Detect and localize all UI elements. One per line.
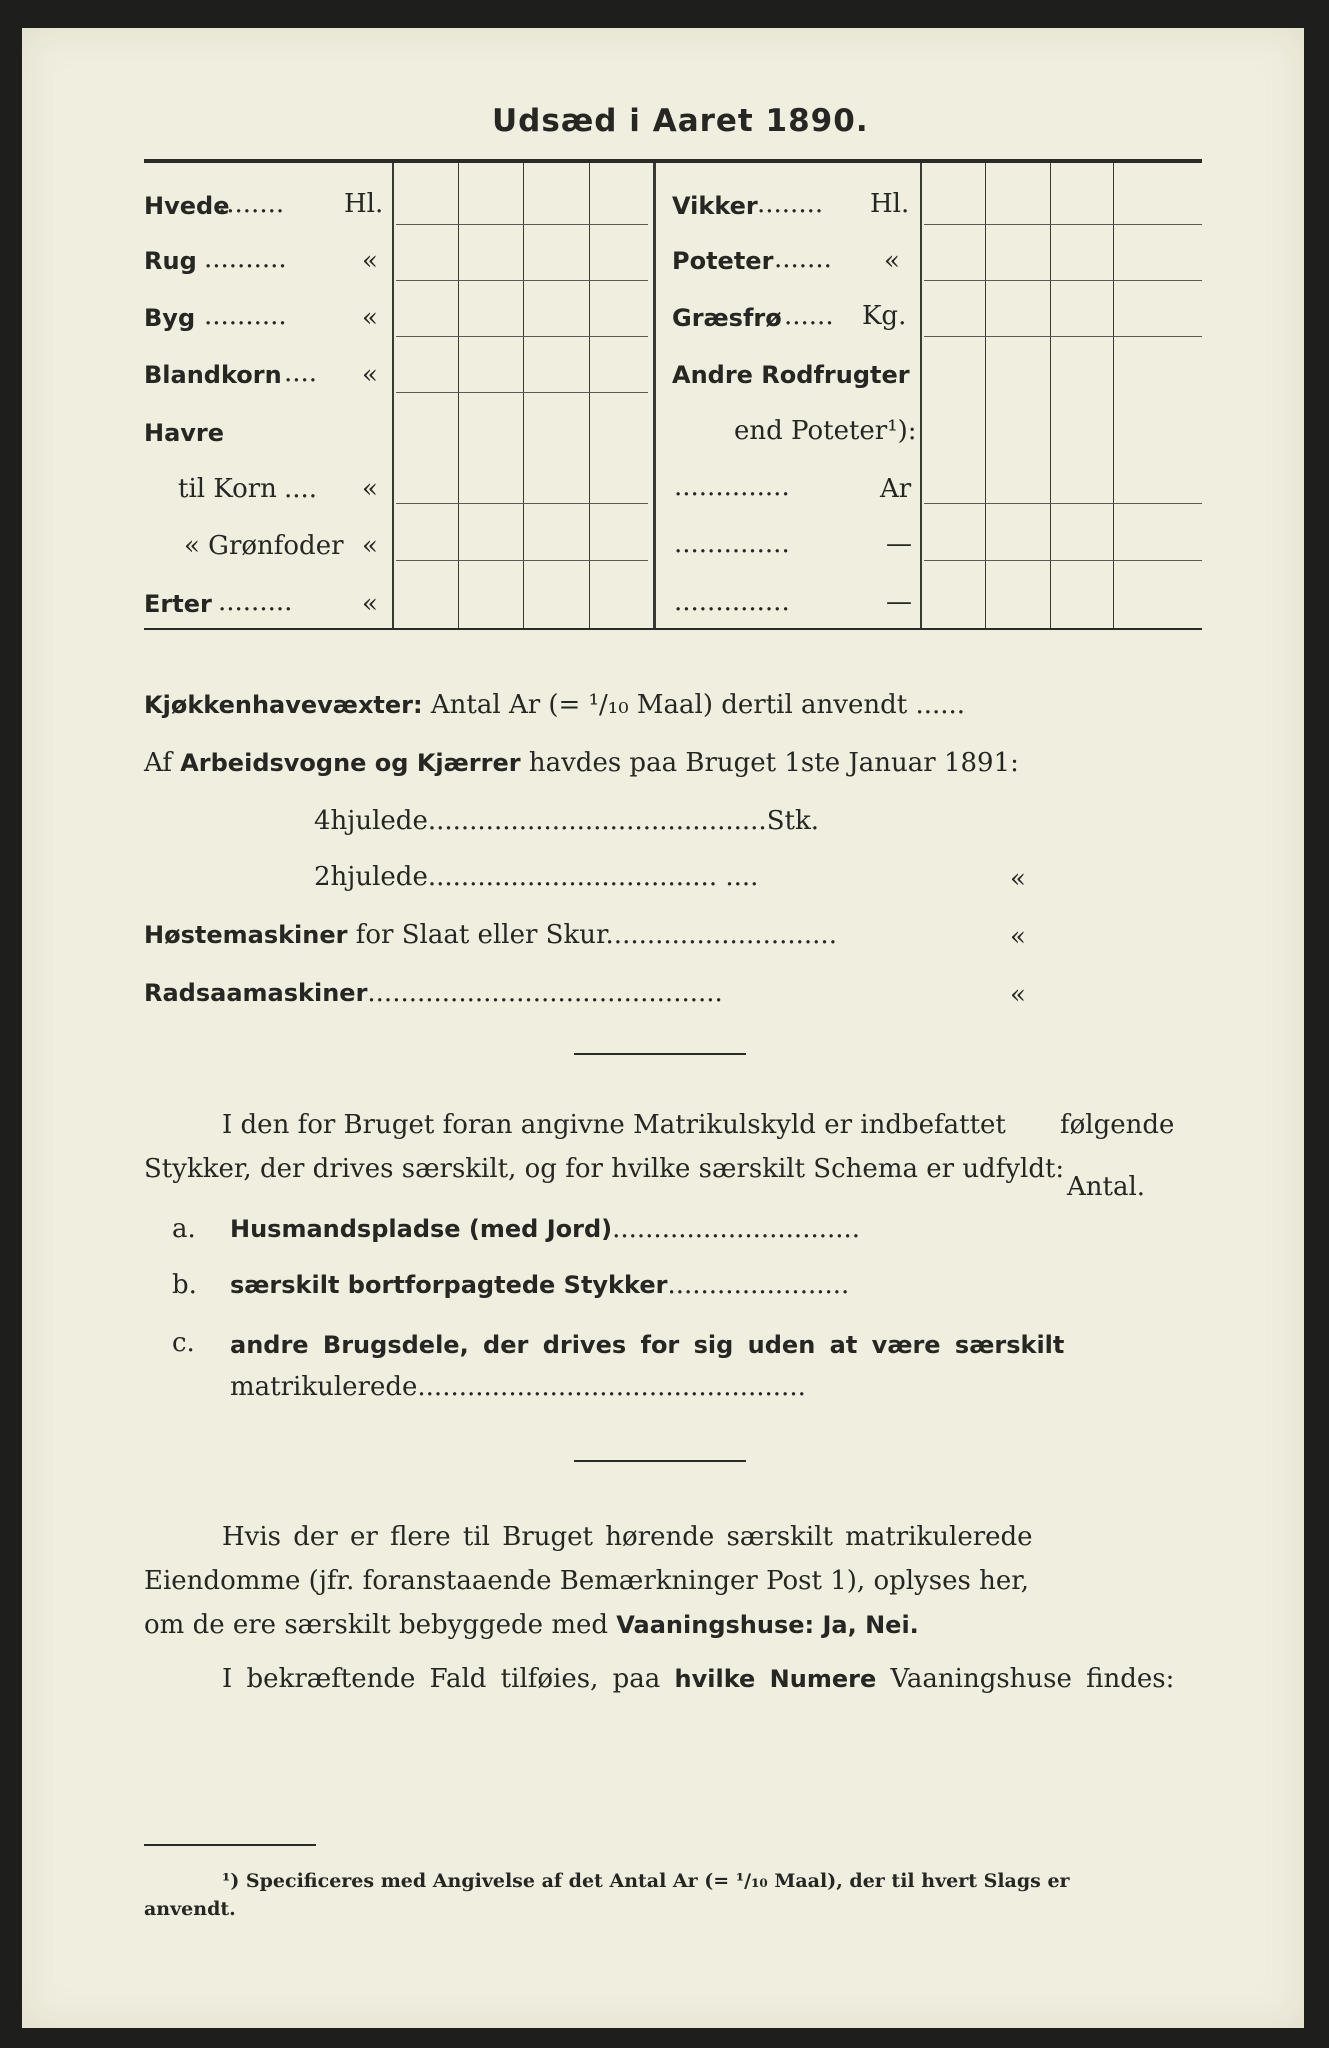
row-vikker-dots: ........: [757, 189, 824, 219]
kjokken-text: Antal Ar (= ¹/₁₀ Maal) dertil anvendt ......: [430, 690, 966, 720]
hjulede2-line: [314, 862, 758, 892]
antal-heading: Antal.: [1067, 1172, 1146, 1202]
hvis-line1: Hvis der er flere til Bruget hørende særskilt matrikulerede: [222, 1522, 1033, 1552]
radsaa-dots: ...........................................: [367, 978, 723, 1008]
hjulede2-dots: ................................... ....: [427, 862, 759, 892]
row-blank1-dots: ..............: [674, 529, 790, 559]
col-line: [458, 163, 459, 628]
row-erter-unit: «: [362, 589, 378, 619]
vogne-bold: Arbeidsvogne og Kjærrer: [180, 749, 521, 777]
hvis-line4-post: Vaaningshuse findes:: [890, 1664, 1175, 1694]
divider: [574, 1053, 746, 1055]
row-graesfro-unit: Kg.: [862, 301, 907, 331]
radsaa-unit: «: [1010, 980, 1026, 1010]
row-rug-unit: «: [362, 246, 378, 276]
col-line: [920, 163, 922, 628]
hjulede4-dots: .........................................: [427, 806, 767, 836]
row-ar-unit: Ar: [880, 474, 912, 504]
row-byg-label: Byg: [144, 304, 196, 332]
item-a-dots: ..............................: [612, 1214, 861, 1244]
item-c-text: andre Brugsdele, der drives for sig uden at være særskilt: [230, 1331, 1065, 1359]
table-top-rule: [144, 159, 1202, 163]
col-line: [1113, 163, 1114, 628]
hoste-dots: ............................: [605, 920, 837, 950]
hjulede4-label: 4hjulede: [314, 806, 428, 836]
row-byg-dots: ..........: [204, 301, 287, 331]
row-rug-label: Rug: [144, 247, 197, 275]
row-poteter-label: Poteter: [672, 247, 774, 275]
radsaa-bold: Radsaamaskiner: [144, 979, 368, 1007]
row-til-korn-label: til Korn: [178, 474, 277, 504]
hjulede4-unit: Stk.: [766, 806, 819, 836]
row-havre-label: Havre: [144, 419, 225, 447]
row-hvede-unit: Hl.: [344, 189, 384, 219]
item-c-line2: [230, 1372, 806, 1402]
row-ar-dots: ..............: [674, 472, 790, 502]
item-b-text: særskilt bortforpagtede Stykker: [230, 1271, 668, 1299]
item-c-text2: matrikulerede: [230, 1372, 418, 1402]
row-gronfoder-label: « Grønfoder: [184, 531, 344, 561]
row-blank2-dots: ..............: [674, 587, 790, 617]
hvis-line3-pre: om de ere særskilt bebyggede med: [144, 1610, 609, 1640]
footnote-line2: anvendt.: [144, 1898, 236, 1920]
hvis-line3: [144, 1610, 919, 1640]
table-bottom-rule: [144, 628, 1202, 630]
row-hvede-dots: ........: [218, 189, 285, 219]
item-c-letter: c.: [172, 1328, 195, 1358]
item-a-text: Husmandspladse (med Jord): [230, 1215, 613, 1243]
matrikul-line1: I den for Bruget foran angivne Matrikulskyld er indbefattet: [222, 1110, 1006, 1140]
col-line: [392, 163, 394, 628]
radsaa-line: [144, 978, 723, 1008]
row-blandkorn-label: Blandkorn: [144, 361, 282, 389]
row-blank2-unit: —: [886, 587, 912, 617]
matrikul-line1-right: følgende: [1060, 1110, 1175, 1140]
row-blandkorn-unit: «: [362, 360, 378, 390]
vogne-prefix: Af: [144, 748, 172, 778]
row-end-poteter-label: end Poteter¹):: [734, 416, 917, 446]
hoste-line: [144, 920, 837, 950]
row-til-korn-unit: «: [362, 474, 378, 504]
hoste-bold: Høstemaskiner: [144, 921, 348, 949]
item-b-line: [230, 1270, 849, 1300]
row-vikker-unit: Hl.: [870, 189, 910, 219]
hvis-line3-bold: Vaaningshuse: Ja, Nei.: [616, 1611, 919, 1639]
item-c-dots: ...............................................: [417, 1372, 806, 1402]
row-hvede-label: Hvede: [144, 192, 230, 220]
row-blandkorn-dots: ....: [284, 358, 318, 388]
item-b-letter: b.: [172, 1270, 197, 1300]
row-andre-rodfrugter-label: Andre Rodfrugter: [672, 361, 910, 389]
form-page: [22, 28, 1304, 2028]
col-line: [523, 163, 524, 628]
hvis-line4-bold: hvilke Numere: [674, 1665, 877, 1693]
row-blank1-unit: —: [886, 529, 912, 559]
col-line: [653, 163, 656, 628]
row-poteter-dots: .......: [774, 244, 832, 274]
row-erter-label: Erter: [144, 590, 212, 618]
item-a-line: [230, 1214, 860, 1244]
row-vikker-label: Vikker: [672, 192, 758, 220]
row-rug-dots: ..........: [204, 244, 287, 274]
hvis-line4: [222, 1664, 1174, 1694]
row-til-korn-dots: ....: [284, 474, 318, 504]
hvis-line4-pre: I bekræftende Fald tilføies, paa: [222, 1664, 661, 1694]
row-erter-dots: .........: [218, 587, 293, 617]
hoste-text: for Slaat eller Skur: [355, 920, 606, 950]
hjulede2-label: 2hjulede: [314, 862, 428, 892]
col-line: [985, 163, 986, 628]
footnote-line1: ¹) Specificeres med Angivelse af det Antal Ar (= ¹/₁₀ Maal), der til hvert Slags er: [222, 1870, 1070, 1892]
col-line: [589, 163, 590, 628]
page-title: Udsæd i Aaret 1890.: [492, 103, 869, 139]
kjokken-bold: Kjøkkenhavevæxter:: [144, 691, 423, 719]
matrikul-line2: Stykker, der drives særskilt, og for hvilke særskilt Schema er udfyldt:: [144, 1154, 1065, 1184]
vogne-line: [144, 748, 1019, 778]
hoste-unit: «: [1010, 922, 1026, 952]
hjulede4-line: [314, 806, 819, 836]
row-graesfro-dots: ......: [784, 301, 834, 331]
footnote-rule: [144, 1844, 316, 1846]
divider: [574, 1460, 746, 1462]
row-byg-unit: «: [362, 303, 378, 333]
vogne-text: havdes paa Bruget 1ste Januar 1891:: [528, 748, 1019, 778]
hjulede2-unit: «: [1010, 864, 1026, 894]
col-line: [1050, 163, 1051, 628]
row-poteter-unit: «: [884, 246, 900, 276]
item-b-dots: ......................: [667, 1270, 850, 1300]
item-a-letter: a.: [172, 1214, 196, 1244]
kjokken-line: [144, 690, 965, 720]
row-graesfro-label: Græsfrø: [672, 304, 782, 332]
row-gronfoder-unit: «: [362, 531, 378, 561]
hvis-line2: Eiendomme (jfr. foranstaaende Bemærkninger Post 1), oplyses her,: [144, 1566, 1030, 1596]
